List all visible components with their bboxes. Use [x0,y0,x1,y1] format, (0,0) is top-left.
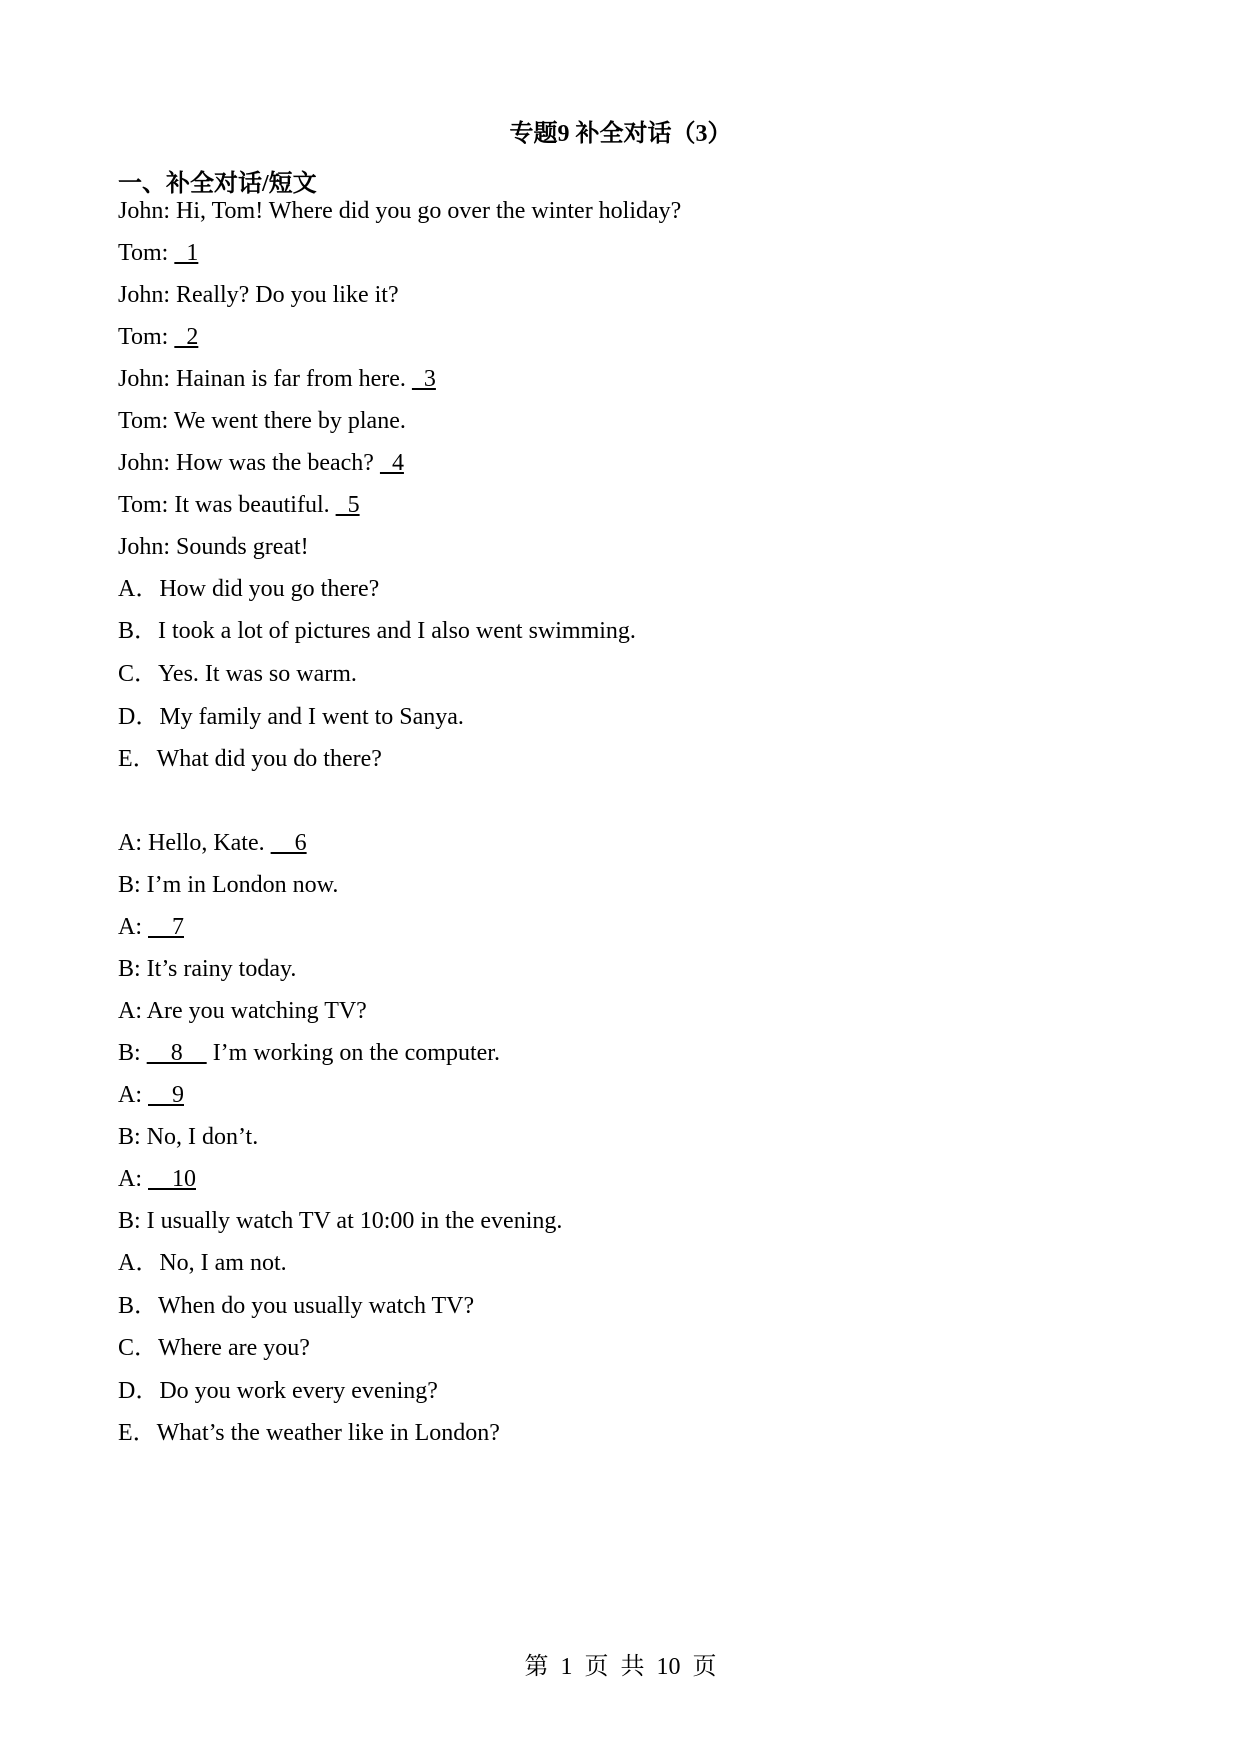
document-title: 专题9 补全对话（3） [509,121,732,147]
option-item: B．I took a lot of pictures and I also went swimming. [118,618,636,644]
answer-blank: 2 [174,324,199,350]
answer-blank: 3 [411,366,436,392]
dialogue1-line: John: Hi, Tom! Where did you go over the winter holiday? [118,198,682,224]
answer-blank: 5 [335,492,360,518]
option-item: C．Yes. It was so warm. [118,661,357,687]
dialogue1-line: Tom: 2 [118,324,199,350]
dialogue2-line: A: 9 [118,1082,184,1108]
option-item: E．What’s the weather like in London? [118,1420,500,1446]
option-item: A．No, I am not. [118,1250,287,1276]
dialogue1-line: John: Hainan is far from here. 3 [118,366,436,392]
section-heading: 一、补全对话/短文 [118,171,317,197]
dialogue2-line: B: It’s rainy today. [118,956,297,982]
dialogue1-line: Tom: It was beautiful. 5 [118,492,360,518]
dialogue2-line: A: Are you watching TV? [118,998,367,1024]
answer-blank: 9 [148,1082,184,1108]
dialogue1-line: Tom: We went there by plane. [118,408,406,434]
dialogue1-line: John: How was the beach? 4 [118,450,404,476]
option-item: B．When do you usually watch TV? [118,1293,475,1319]
option-item: A．How did you go there? [118,576,380,602]
dialogue2-line: B: I’m in London now. [118,872,339,898]
dialogue2-line: A: 10 [118,1166,196,1192]
dialogue1-line: John: Sounds great! [118,534,309,560]
answer-blank: 8 [146,1040,207,1066]
dialogue2-line: A: 7 [118,914,184,940]
answer-blank: 7 [148,914,184,940]
answer-blank: 10 [148,1166,196,1192]
dialogue2-line: B: 8 I’m working on the computer. [118,1040,500,1066]
answer-blank: 6 [270,830,307,856]
dialogue1-line: Tom: 1 [118,240,199,266]
dialogue1-line: John: Really? Do you like it? [118,282,399,308]
dialogue2-line: A: Hello, Kate. 6 [118,830,307,856]
dialogue2-line: B: No, I don’t. [118,1124,259,1150]
option-item: C．Where are you? [118,1335,310,1361]
answer-blank: 1 [174,240,199,266]
dialogue2-line: B: I usually watch TV at 10:00 in the evening. [118,1208,563,1234]
option-item: D．My family and I went to Sanya. [118,704,464,730]
option-item: D．Do you work every evening? [118,1378,438,1404]
option-item: E．What did you do there? [118,746,382,772]
page-footer: 第 1 页 共 10 页 [524,1654,717,1680]
answer-blank: 4 [379,450,404,476]
